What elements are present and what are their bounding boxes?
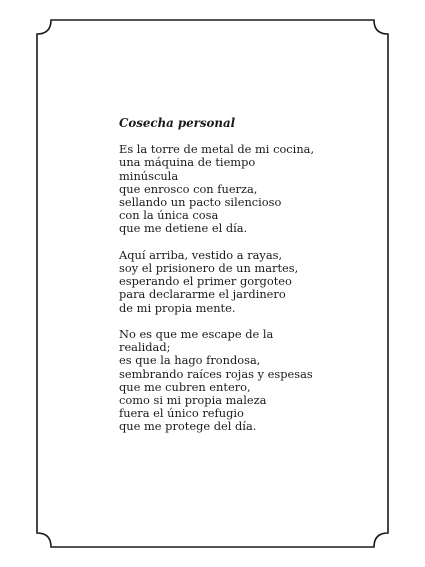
poem-line: que me cubren entero, bbox=[119, 379, 251, 394]
poem-line: que me detiene el día. bbox=[119, 221, 248, 236]
poem-line: Es la torre de metal de mi cocina, bbox=[119, 142, 315, 157]
poem-line: soy el prisionero de un martes, bbox=[119, 261, 299, 276]
poem-line: fuera el único refugio bbox=[119, 406, 244, 421]
poem-line: con la única cosa bbox=[119, 208, 219, 223]
stanza-3 bbox=[119, 328, 399, 434]
poem-line: de mi propia mente. bbox=[119, 300, 236, 315]
poem-line: que me protege del día. bbox=[119, 419, 257, 434]
poem-line: es que la hago frondosa, bbox=[119, 353, 261, 368]
poem-line: sembrando raíces rojas y espesas bbox=[119, 366, 313, 381]
poem-line: como si mi propia maleza bbox=[119, 393, 267, 408]
poem-line: realidad; bbox=[119, 340, 171, 355]
poem-line: que enrosco con fuerza, bbox=[119, 181, 258, 196]
poem-line: esperando el primer gorgoteo bbox=[119, 274, 292, 289]
stanza-2 bbox=[119, 249, 399, 315]
poem-line: para declararme el jardinero bbox=[119, 287, 286, 302]
poem-line: una máquina de tiempo bbox=[119, 155, 256, 170]
poem-line: Aquí arriba, vestido a rayas, bbox=[119, 247, 283, 262]
poem-title: Cosecha personal bbox=[119, 116, 236, 130]
poem-line: minúscula bbox=[119, 168, 179, 183]
poem-line: No es que me escape de la bbox=[119, 327, 274, 342]
poem bbox=[119, 117, 399, 447]
poem-line: sellando un pacto silencioso bbox=[119, 195, 282, 210]
stanza-1 bbox=[119, 143, 399, 235]
